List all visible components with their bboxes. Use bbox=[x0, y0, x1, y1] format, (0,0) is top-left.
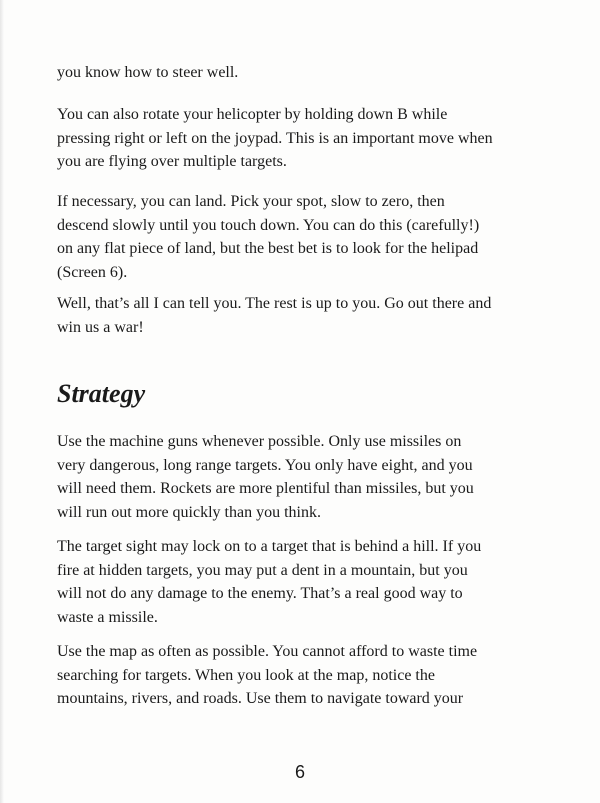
paragraph-steer: you know how to steer well. bbox=[57, 64, 239, 81]
paragraph-target-sight: The target sight may lock on to a target that is behind a hill. If you fire at hidden targets, you may put a dent in a mountain, but you will not do any damage to the enemy. That’s a real good way to waste a missile. bbox=[57, 538, 482, 626]
paragraph-closing: Well, that’s all I can tell you. The rest is up to you. Go out there and win us a war! bbox=[57, 295, 492, 336]
paragraph-map: Use the map as often as possible. You cannot afford to waste time searching for targets. When you look at the map, notice the mountains, rivers, and roads. Use them to navigate toward your bbox=[57, 643, 478, 707]
paragraph-land: If necessary, you can land. Pick your spot, slow to zero, then descend slowly until you touch down. You can do this (carefully!) on any flat piece of land, but the best bet is to look for the helipad (Screen 6). bbox=[57, 193, 480, 281]
page-number: 6 bbox=[294, 762, 305, 782]
paragraph-weapons: Use the machine guns whenever possible. Only use missiles on very dangerous, long range targets. You only have eight, and you will need them. Rockets are more plentiful than missiles, but you will run out more quickly than you think. bbox=[57, 433, 474, 521]
section-heading-strategy: Strategy bbox=[57, 379, 146, 408]
paragraph-rotate: You can also rotate your helicopter by holding down B while pressing right or left on the joypad. This is an important move when you are flying over multiple targets. bbox=[57, 106, 493, 170]
page-edge-shadow bbox=[0, 0, 4, 803]
